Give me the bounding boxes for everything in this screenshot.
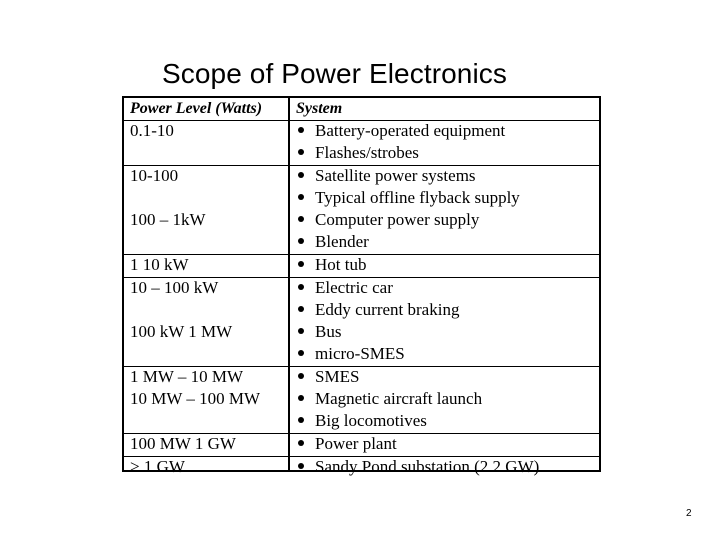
system-list-item [296, 367, 359, 387]
table-row-group [124, 278, 599, 367]
system-list-item [296, 344, 405, 364]
system-list-item [296, 300, 459, 320]
system-label: Satellite power systems [315, 166, 476, 185]
table-header [124, 98, 599, 121]
system-label: Sandy Pond substation (2.2 GW) [315, 457, 540, 476]
system-list-item [296, 188, 520, 208]
system-label: Bus [315, 322, 342, 341]
bullet-icon [298, 463, 304, 469]
bullet-icon [298, 373, 304, 379]
table-row-group [124, 255, 599, 278]
table-row-group [124, 457, 599, 480]
bullet-icon [298, 216, 304, 222]
system-list-item [296, 121, 505, 141]
table-row-group [124, 434, 599, 457]
bullet-icon [298, 172, 304, 178]
bullet-icon [298, 194, 304, 200]
system-list-item [296, 278, 393, 298]
system-label: Eddy current braking [315, 300, 460, 319]
system-label: Big locomotives [315, 411, 427, 430]
power-level-cell: 10 – 100 kW [130, 278, 219, 297]
bullet-icon [298, 328, 304, 334]
system-label: Battery-operated equipment [315, 121, 506, 140]
power-level-cell: > 1 GW [130, 457, 185, 476]
bullet-icon [298, 306, 304, 312]
system-label: micro-SMES [315, 344, 405, 363]
bullet-icon [298, 238, 304, 244]
header-system: System [296, 100, 343, 117]
table-row-group [124, 166, 599, 255]
system-label: Flashes/strobes [315, 143, 419, 162]
system-list-item [296, 434, 397, 454]
power-level-cell: 100 MW 1 GW [130, 434, 236, 453]
system-label: Blender [315, 232, 369, 251]
system-list-item [296, 232, 369, 252]
system-list-item [296, 210, 479, 230]
system-list-item [296, 457, 539, 477]
page-number: 2 [686, 508, 692, 519]
system-list-item [296, 143, 419, 163]
bullet-icon [298, 261, 304, 267]
system-label: Magnetic aircraft launch [315, 389, 483, 408]
bullet-icon [298, 395, 304, 401]
power-level-cell: 0.1-10 [130, 121, 174, 140]
system-label: Hot tub [315, 255, 367, 274]
power-level-cell: 1 MW – 10 MW [130, 367, 244, 386]
system-label: Computer power supply [315, 210, 480, 229]
power-level-cell: 10 MW – 100 MW [130, 389, 261, 408]
bullet-icon [298, 127, 304, 133]
system-label: Power plant [315, 434, 397, 453]
slide-title: Scope of Power Electronics [162, 58, 507, 89]
header-power-level: Power Level (Watts) [130, 100, 263, 117]
power-level-cell: 1 10 kW [130, 255, 189, 274]
table-row-group [124, 121, 599, 166]
bullet-icon [298, 284, 304, 290]
power-scope-table [122, 96, 601, 476]
system-label: Electric car [315, 278, 393, 297]
system-list-item [296, 166, 476, 186]
power-level-cell: 100 – 1kW [130, 210, 206, 229]
system-list-item [296, 411, 427, 431]
bullet-icon [298, 149, 304, 155]
system-list-item [296, 389, 482, 409]
system-label: Typical offline flyback supply [315, 188, 520, 207]
system-label: SMES [315, 367, 360, 386]
bullet-icon [298, 350, 304, 356]
system-list-item [296, 322, 341, 342]
system-list-item [296, 255, 366, 275]
power-level-cell: 100 kW 1 MW [130, 322, 233, 341]
bullet-icon [298, 440, 304, 446]
power-level-cell: 10-100 [130, 166, 179, 185]
table-row-group [124, 367, 599, 434]
bullet-icon [298, 417, 304, 423]
